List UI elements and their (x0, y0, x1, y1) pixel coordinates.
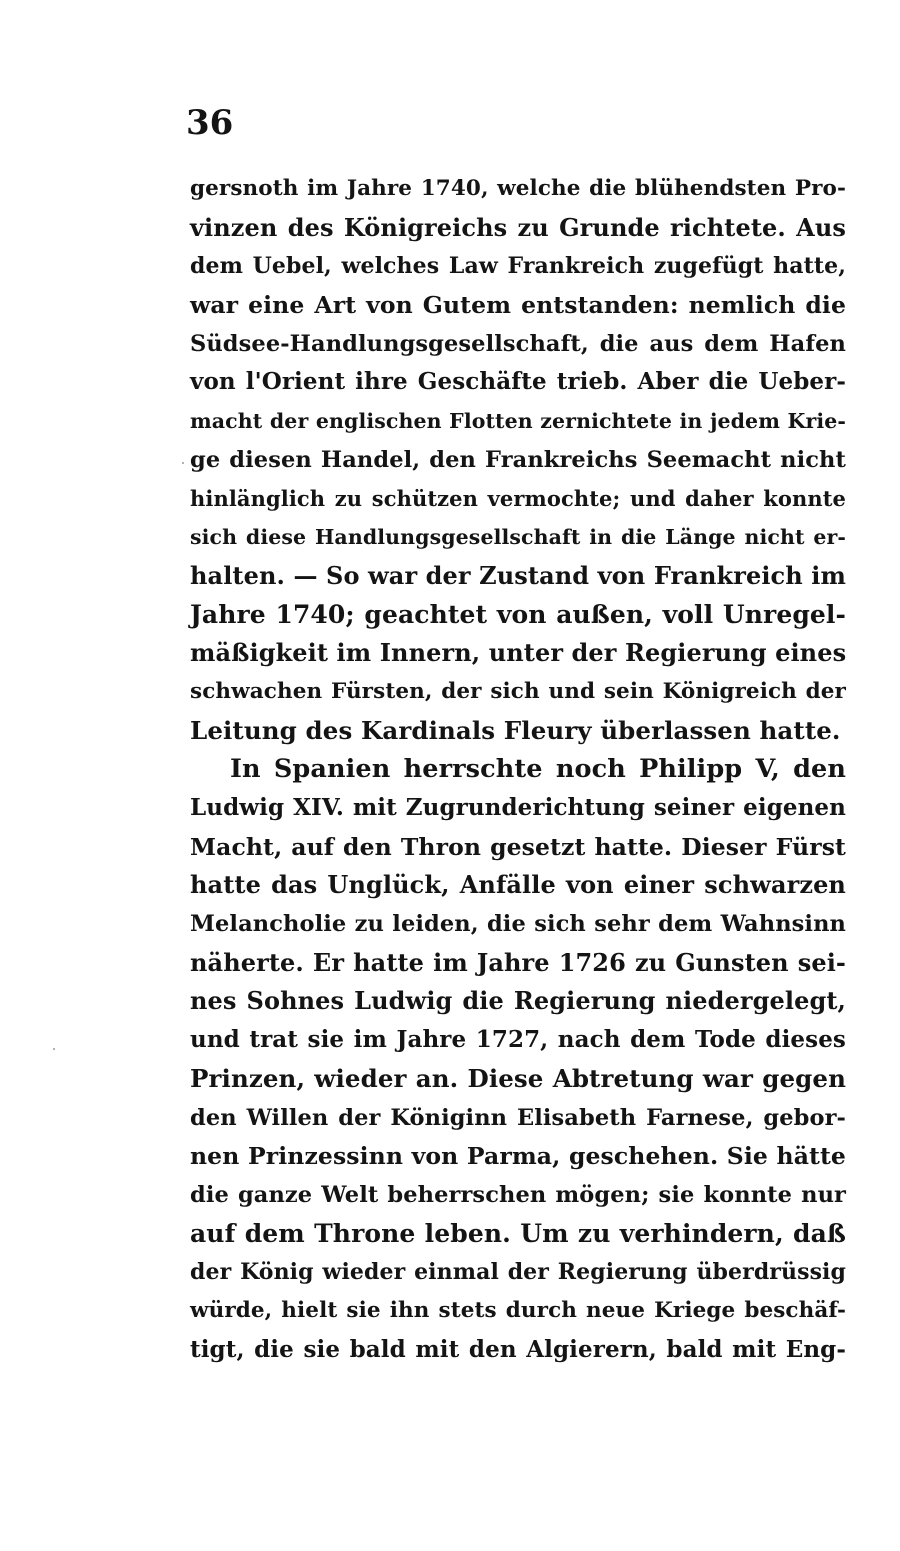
paragraph-end-line: Leitung des Kardinals Fleury überlassen hatte. (190, 715, 841, 745)
text-line: Macht, auf den Thron gesetzt hatte. Dieser Fürst (190, 832, 846, 861)
text-line: Prinzen, wieder an. Diese Abtretung war gegen (190, 1063, 846, 1093)
text-line: vinzen des Königreichs zu Grunde richtete. Aus (190, 212, 846, 242)
text-line: hatte das Unglück, Anfälle von einer schwarzen (190, 870, 846, 900)
text-line: gersnoth im Jahre 1740, welche die blühendsten Pro- (190, 176, 846, 201)
text-line: der König wieder einmal der Regierung überdrüssig (190, 1259, 846, 1286)
text-line: und trat sie im Jahre 1727, nach dem Tode dieses (190, 1026, 846, 1054)
text-line: würde, hielt sie ihn stets durch neue Kriege beschäf- (190, 1297, 846, 1323)
text-line: Melancholie zu leiden, die sich sehr dem Wahnsinn (190, 911, 846, 938)
text-line: hinlänglich zu schützen vermochte; und daher konnte (190, 485, 846, 511)
paragraph-start-line: In Spanien herrschte noch Philipp V, den (230, 754, 846, 785)
text-line: näherte. Er hatte im Jahre 1726 zu Gunsten sei- (190, 947, 846, 977)
text-line: schwachen Fürsten, der sich und sein Königreich der (190, 678, 846, 704)
text-line: den Willen der Königinn Elisabeth Farnese, gebor- (190, 1104, 846, 1131)
text-line: macht der englischen Flotten zernichtete in jedem Krie- (190, 409, 846, 434)
text-line: auf dem Throne leben. Um zu verhindern, daß (190, 1218, 846, 1248)
text-line: Jahre 1740; geachtet von außen, voll Unregel- (190, 599, 846, 629)
text-line: dem Uebel, welches Law Frankreich zugefügt hatte, (190, 253, 846, 280)
text-line: sich diese Handlungsgesellschaft in die Länge nicht er- (190, 525, 846, 550)
text-line: Südsee-Handlungsgesellschaft, die aus dem Hafen (190, 330, 846, 357)
paper-speck (53, 1048, 55, 1050)
text-line: halten. — So war der Zustand von Frankreich im (190, 560, 846, 590)
text-line: die ganze Welt beherrschen mögen; sie konnte nur (190, 1181, 846, 1208)
text-line: tigt, die sie bald mit den Algierern, bald mit Eng- (190, 1335, 846, 1363)
text-line: nen Prinzessinn von Parma, geschehen. Sie hätte (190, 1142, 846, 1171)
page-number: 36 (186, 103, 234, 143)
text-line: war eine Art von Gutem entstanden: nemlich die (190, 291, 846, 320)
text-line: Ludwig XIV. mit Zugrunderichtung seiner eigenen (190, 794, 846, 821)
body-text (190, 170, 846, 1369)
text-line: nes Sohnes Ludwig die Regierung niedergelegt, (190, 986, 846, 1016)
text-line: mäßigkeit im Innern, unter der Regierung eines (190, 638, 847, 668)
text-line: von l'Orient ihre Geschäfte trieb. Aber die Ueber- (190, 368, 846, 396)
text-line: ge diesen Handel, den Frankreichs Seemacht nicht (190, 446, 846, 473)
paper-speck (182, 462, 184, 464)
